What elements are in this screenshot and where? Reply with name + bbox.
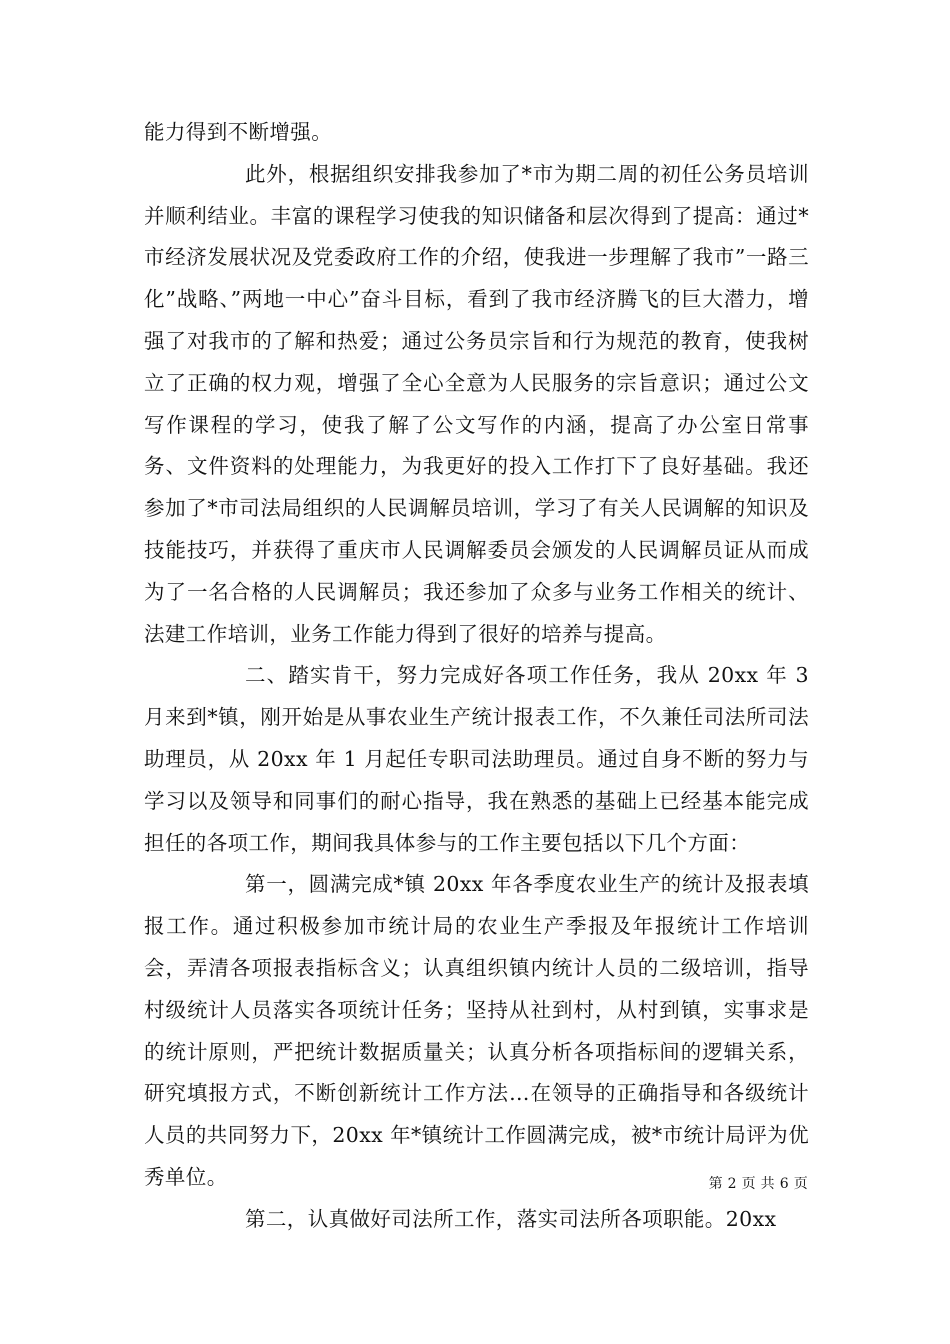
document-body [144,112,809,1241]
paragraph-1: 能力得到不断增强。 [144,120,333,144]
paragraph-5: 第二，认真做好司法所工作，落实司法所各项职能。20xx [245,1206,777,1231]
paragraph-3: 二、踏实肯干，努力完成好各项工作任务，我从 20xx 年 3 月来到*镇，刚开始是从事农业生产统计报表工作，不久兼任司法所司法助理员，从 20xx 年 1 月起任专职司法助理员。通过自身不断的努力与学习以及领导和同事们的耐心指导，我在熟悉的基础上已经基本能完成担任的各项工作，期间我具体参与的工作主要包括以下几个方面： [144,663,809,855]
page-number-footer: 第 2 页 共 6 页 [708,1176,808,1192]
paragraph-2: 此外，根据组织安排我参加了*市为期二周的初任公务员培训并顺利结业。丰富的课程学习使我的知识储备和层次得到了提高：通过*市经济发展状况及党委政府工作的介绍，使我进一步理解了我市”一路三化”战略、”两地一中心”奋斗目标，看到了我市经济腾飞的巨大潜力，增强了对我市的了解和热爱；通过公务员宗旨和行为规范的教育，使我树立了正确的权力观，增强了全心全意为人民服务的宗旨意识；通过公文写作课程的学习，使我了解了公文写作的内涵，提高了办公室日常事务、文件资料的处理能力，为我更好的投入工作打下了良好基础。我还参加了*市司法局组织的人民调解员培训，学习了有关人民调解的知识及技能技巧，并获得了重庆市人民调解委员会颁发的人民调解员证从而成为了一名合格的人民调解员；我还参加了众多与业务工作相关的统计、法建工作培训，业务工作能力得到了很好的培养与提高。 [144,161,809,646]
paragraph-4: 第一，圆满完成*镇 20xx 年各季度农业生产的统计及报表填报工作。通过积极参加市统计局的农业生产季报及年报统计工作培训会，弄清各项报表指标含义；认真组织镇内统计人员的二级培训，指导村级统计人员落实各项统计任务；坚持从社到村，从村到镇，实事求是的统计原则，严把统计数据质量关；认真分析各项指标间的逻辑关系，研究填报方式，不断创新统计工作方法…在领导的正确指导和各级统计人员的共同努力下，20xx 年*镇统计工作圆满完成，被*市统计局评为优秀单位。 [144,872,809,1189]
